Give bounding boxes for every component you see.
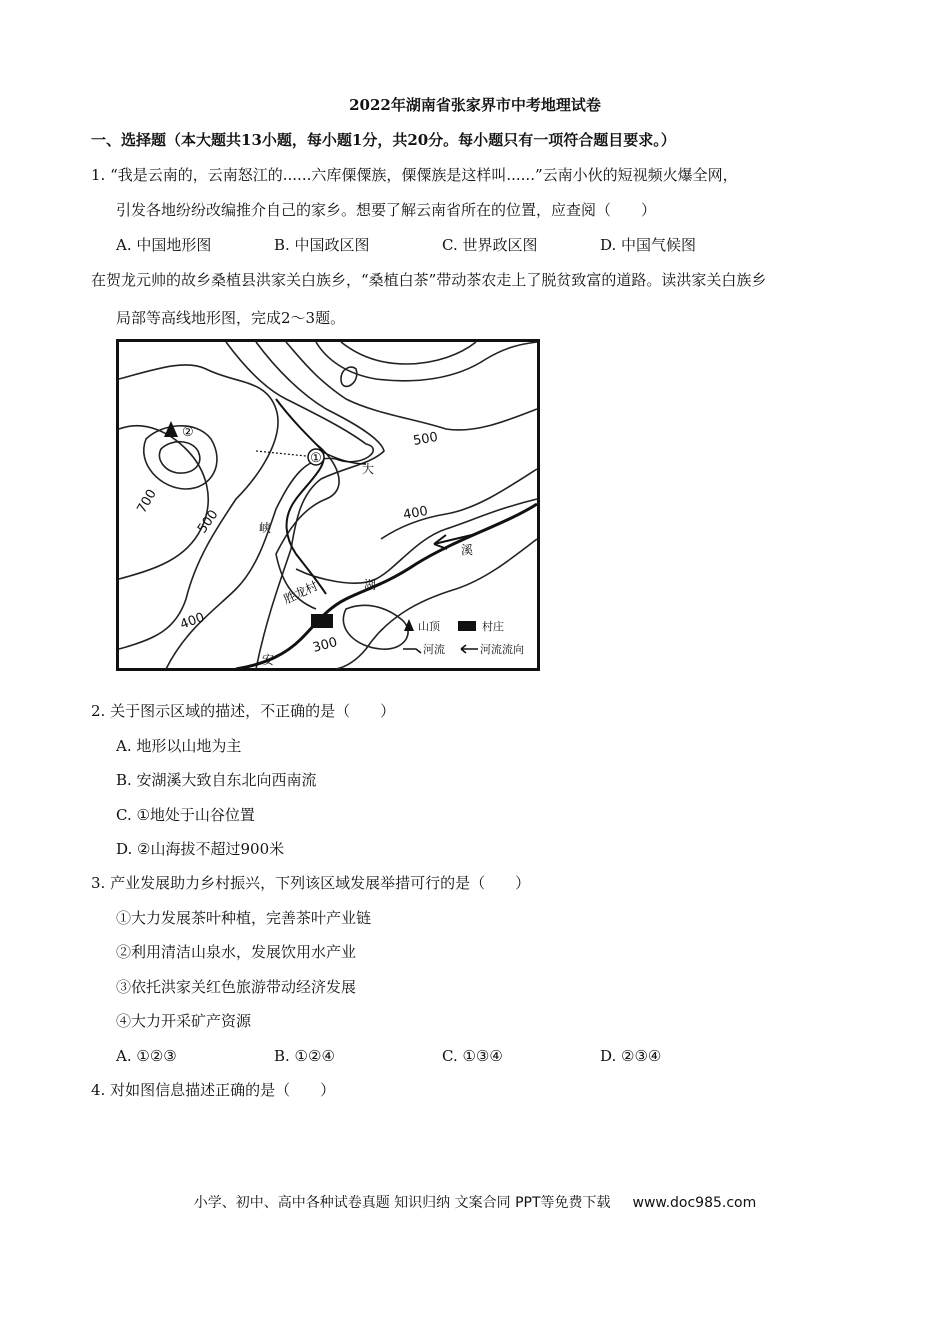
contour-label: 500: [412, 429, 440, 449]
q2-option-b: B. 安湖溪大致自东北向西南流: [116, 771, 317, 789]
page-footer: [0, 1192, 950, 1212]
contour-label: 400: [178, 610, 207, 633]
q1-option-a: A. 中国地形图: [116, 236, 212, 254]
river-char: 大: [362, 462, 375, 476]
q3-option-b: B. ①②④: [274, 1047, 335, 1065]
q4-stem: 4. 对如图信息描述正确的是（ ）: [91, 1081, 336, 1099]
section-heading: 一、选择题（本大题共13小题，每小题1分，共20分。每小题只有一项符合题目要求。）: [91, 131, 676, 149]
marker-2: ②: [182, 425, 194, 440]
village-icon: [311, 614, 333, 628]
q3-item-4: ④大力开采矿产资源: [116, 1012, 252, 1030]
q1-stem-line1: 1. “我是云南的，云南怒江的......六库傈僳族，傈僳族是这样叫......”云南小伙的短视频火爆全网，: [91, 166, 738, 184]
contour-label: 300: [311, 634, 340, 656]
legend-peak-label: 山顶: [418, 620, 440, 633]
intro-line2: 局部等高线地形图，完成2～3题。: [116, 309, 346, 327]
marker-1: ①: [310, 451, 322, 466]
contour-label: 500: [194, 507, 222, 537]
q1-option-d: D. 中国气候图: [600, 236, 697, 254]
footer-text: 小学、初中、高中各种试卷真题 知识归纳 文案合同 PPT等免费下载: [193, 1195, 611, 1211]
legend-village-icon: [458, 621, 476, 631]
contour-label: 400: [402, 503, 430, 523]
q3-option-c: C. ①③④: [442, 1047, 503, 1065]
footer-site-link[interactable]: www.doc985.com: [632, 1195, 757, 1211]
q3-item-2: ②利用清洁山泉水，发展饮用水产业: [116, 943, 357, 961]
q2-stem: 2. 关于图示区域的描述，不正确的是（ ）: [91, 702, 396, 720]
q3-option-d: D. ②③④: [600, 1047, 662, 1065]
intro-line1: 在贺龙元帅的故乡桑植县洪家关白族乡，“桑植白茶”带动茶农走上了脱贫致富的道路。读洪家关白族乡: [91, 271, 767, 289]
river-char: 湖: [364, 578, 377, 592]
contour-label: 700: [134, 486, 160, 516]
legend-river-label: 河流: [423, 643, 445, 656]
page-title: 2022年湖南省张家界市中考地理试卷: [349, 96, 601, 114]
q2-option-a: A. 地形以山地为主: [116, 737, 242, 755]
q1-option-b: B. 中国政区图: [274, 236, 370, 254]
q3-item-1: ①大力发展茶叶种植，完善茶叶产业链: [116, 909, 372, 927]
village-label: 胜龙村: [281, 578, 320, 607]
legend-flow-label: 河流流向: [480, 643, 524, 656]
contour-map: [116, 339, 540, 671]
river-char: 峡: [259, 521, 272, 535]
legend-village-label: 村庄: [482, 620, 504, 633]
q1-stem-line2: 引发各地纷纷改编推介自己的家乡。想要了解云南省所在的位置，应查阅（ ）: [116, 201, 657, 219]
q3-option-a: A. ①②③: [116, 1047, 177, 1065]
q3-stem: 3. 产业发展助力乡村振兴，下列该区域发展举措可行的是（ ）: [91, 874, 531, 892]
q2-option-d: D. ②山海拔不超过900米: [116, 840, 285, 858]
q2-option-c: C. ①地处于山谷位置: [116, 806, 255, 824]
river-char: 安: [262, 653, 275, 667]
q1-option-c: C. 世界政区图: [442, 236, 538, 254]
q3-item-3: ③依托洪家关红色旅游带动经济发展: [116, 978, 357, 996]
river-char: 溪: [461, 543, 474, 557]
